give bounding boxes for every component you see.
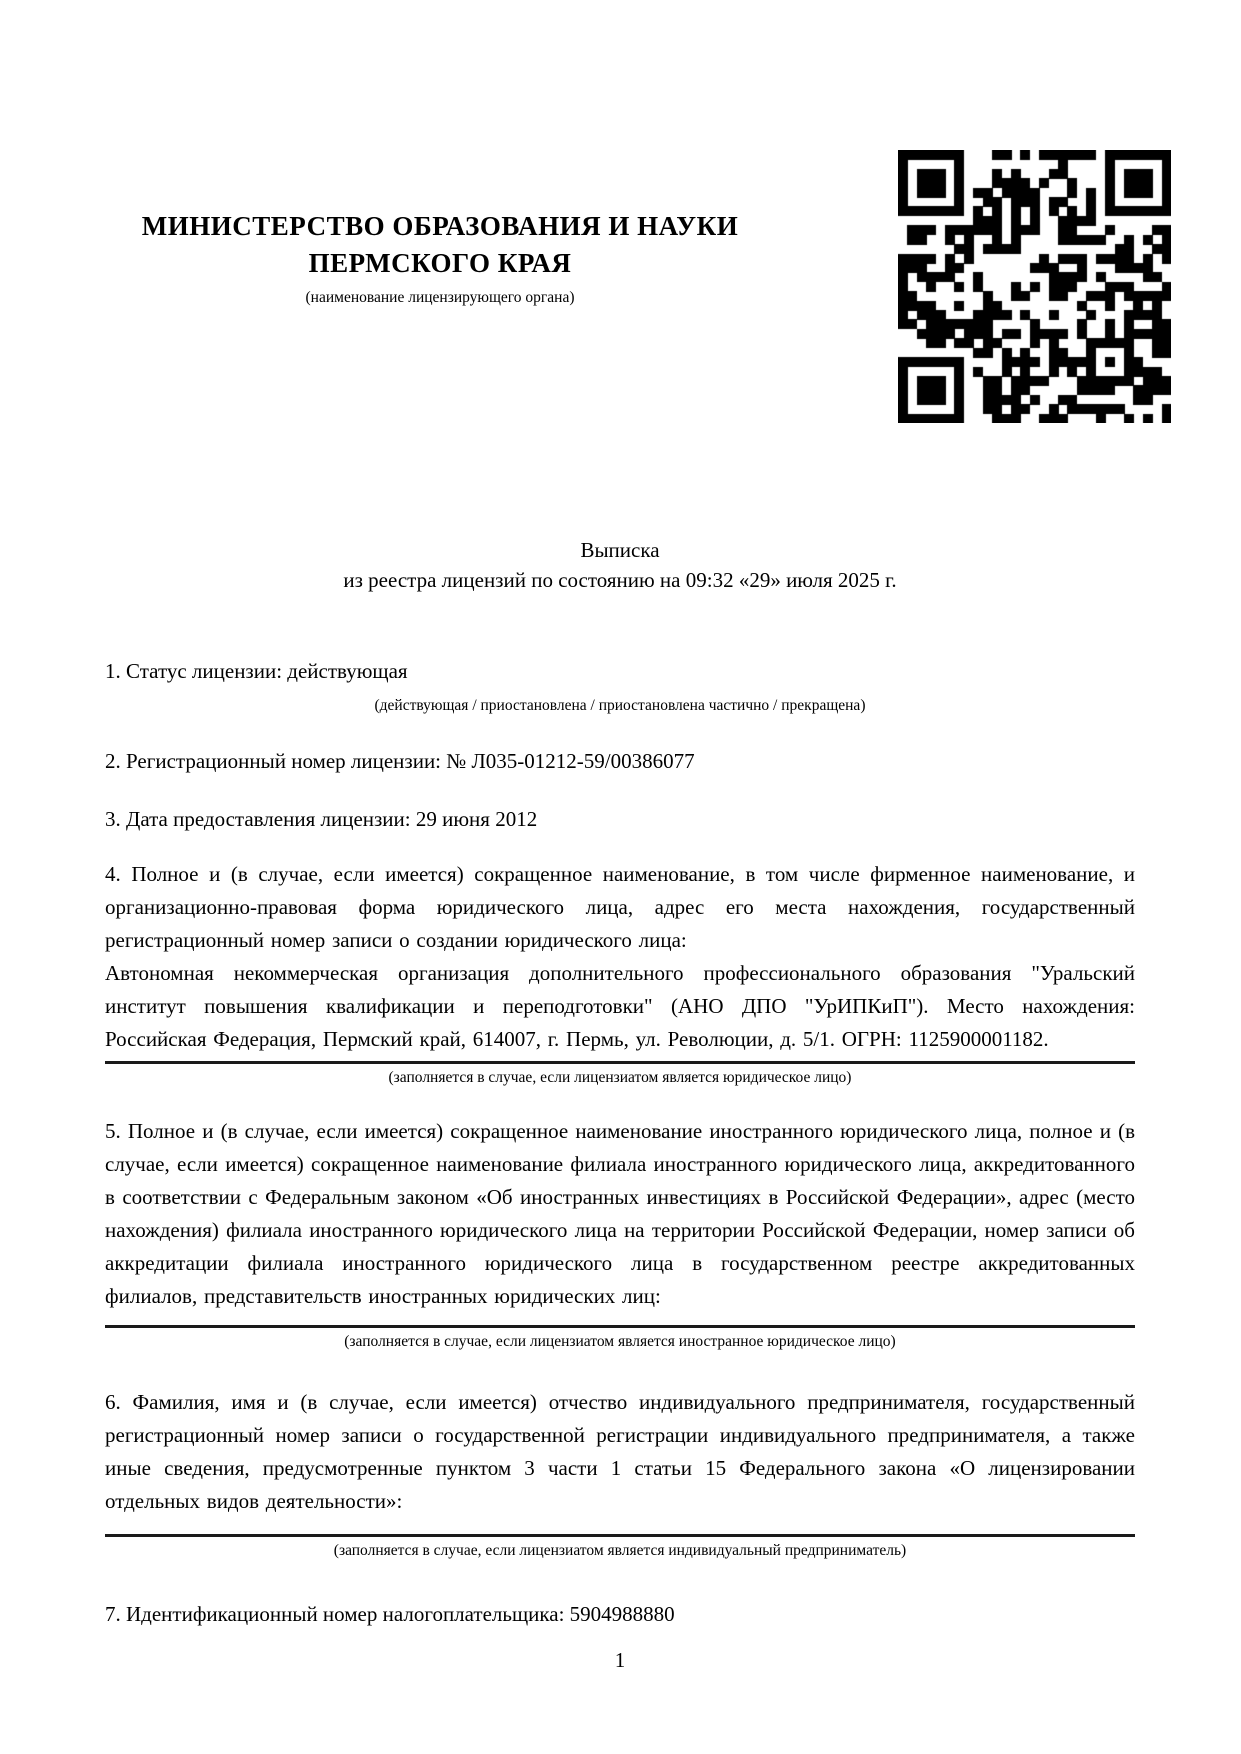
foreign-entity-label: 5. Полное и (в случае, если имеется) сокращенное наименование иностранного юридического лица, полное и (в случае, если имеется) сокращенное наименование филиала иностранного юридического лица, аккредитованного в соответствии с Федеральным законом «Об иностранных инвестициях в Российской Федерации», адрес (место нахождения) филиала иностранного юридического лица на территории Российской Федерации, номер записи об аккредитации филиала иностранного юридического лица в государственном реестре аккредитованных филиалов, представительств иностранных юридических лиц:: [105, 1119, 1135, 1308]
section-legal-entity: [105, 858, 1135, 1088]
qr-code-icon: [898, 150, 1171, 423]
ministry-name-line2: ПЕРМСКОГО КРАЯ: [308, 248, 572, 278]
foreign-entity-note: (заполняется в случае, если лицензиатом является иностранное юридическое лицо): [344, 1333, 896, 1350]
section-foreign-entity: [105, 1115, 1135, 1352]
grant-date-text: 3. Дата предоставления лицензии: 29 июня 2012: [105, 807, 538, 831]
foreign-entity-blank-line: [105, 1325, 1135, 1328]
license-status-note: (действующая / приостановлена / приостановлена частично / прекращена): [374, 697, 866, 714]
ministry-name-line1: МИНИСТЕРСТВО ОБРАЗОВАНИЯ И НАУКИ: [141, 211, 739, 241]
section-license-status: [105, 655, 1135, 716]
licensing-authority-caption: (наименование лицензирующего органа): [305, 289, 575, 306]
ministry-name: [90, 208, 790, 282]
legal-entity-note: (заполняется в случае, если лицензиатом является юридическое лицо): [388, 1069, 852, 1086]
license-status-text: 1. Статус лицензии: действующая: [105, 659, 408, 683]
taxpayer-id-text: 7. Идентификационный номер налогоплательщика: 5904988880: [105, 1602, 675, 1626]
legal-entity-underline: [105, 1061, 1135, 1064]
section-registration-number: [105, 745, 1135, 778]
legal-entity-value: Автономная некоммерческая организация дополнительного профессионального образования "Уральский институт повышения квалификации и переподготовки" (АНО ДПО "УрИПКиП"). Место нахождения: Российская Федерация, Пермский край, 614007, г. Пермь, ул. Революции, д. 5/1. ОГРН: 1125900001182.: [105, 961, 1135, 1051]
document-title: [105, 535, 1135, 595]
section-grant-date: [105, 803, 1135, 836]
page-number: 1: [614, 1648, 626, 1672]
qr-code-canvas: [898, 150, 1171, 423]
document-title-line2: из реестра лицензий по состоянию на 09:32 «29» июля 2025 г.: [343, 568, 897, 592]
registration-number-text: 2. Регистрационный номер лицензии: № Л035-01212-59/00386077: [105, 749, 695, 773]
entrepreneur-label: 6. Фамилия, имя и (в случае, если имеется) отчество индивидуального предпринимателя, государственный регистрационный номер записи о государственной регистрации индивидуального предпринимателя, а также иные сведения, предусмотренные пунктом 3 части 1 статьи 15 Федерального закона «О лицензировании отдельных видов деятельности»:: [105, 1390, 1135, 1513]
entrepreneur-note: (заполняется в случае, если лицензиатом является индивидуальный предприниматель): [333, 1542, 907, 1559]
section-entrepreneur: [105, 1386, 1135, 1561]
legal-entity-label: 4. Полное и (в случае, если имеется) сокращенное наименование, в том числе фирменное наименование, и организационно-правовая форма юридического лица, адрес его места нахождения, государственный регистрационный номер записи о создании юридического лица:: [105, 862, 1135, 952]
section-taxpayer-id: [105, 1598, 1135, 1631]
document-title-line1: Выписка: [580, 538, 660, 562]
entrepreneur-blank-line: [105, 1534, 1135, 1537]
licensing-authority-header: [90, 208, 790, 307]
